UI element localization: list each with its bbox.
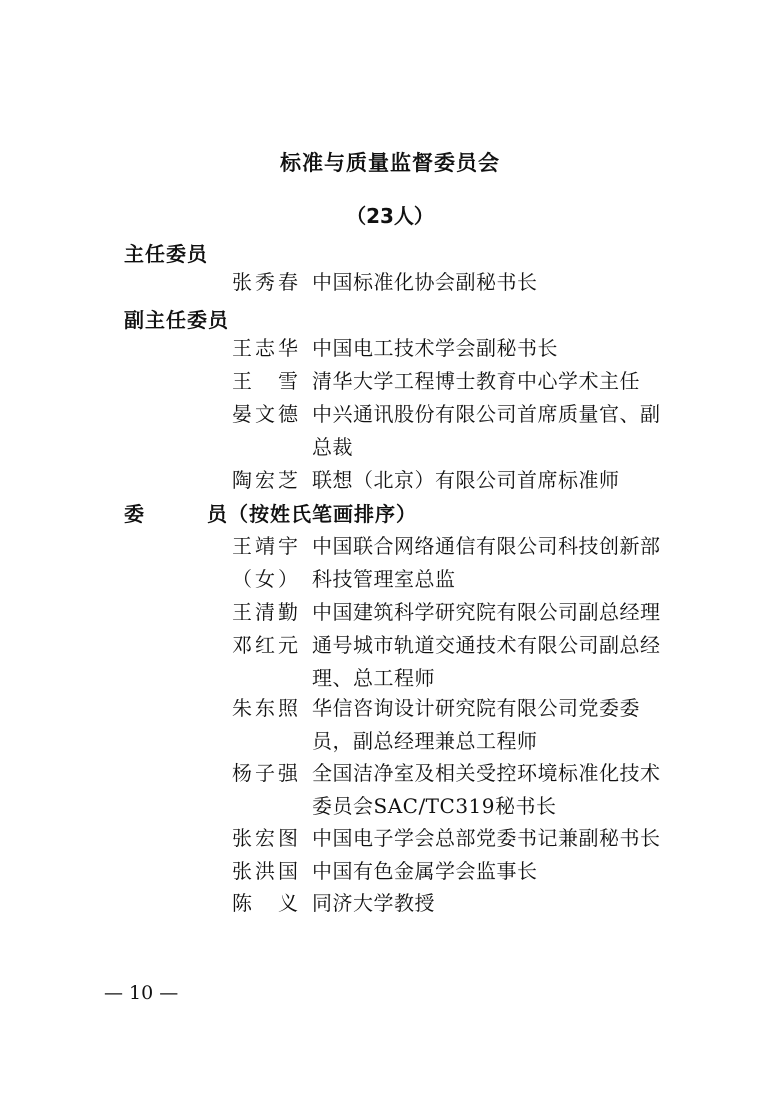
member-title: 全国洁净室及相关受控环境标准化技术委员会SAC/TC319秘书长 <box>312 761 661 818</box>
member-name: 王清勤 <box>232 600 298 624</box>
member-count: （23人） <box>346 204 434 228</box>
member-title: 中国标准化协会副秘书长 <box>312 270 538 294</box>
member-name: 陶宏芝 <box>232 468 298 492</box>
member-name: 朱东照 <box>232 696 298 720</box>
member-title: 中国电子学会总部党委书记兼副秘书长 <box>312 826 661 850</box>
member-name: 张秀春 <box>232 270 298 294</box>
member-title: 中国电工技术学会副秘书长 <box>312 336 558 360</box>
page-number: — 10 — <box>104 982 179 1004</box>
member-name: 张宏图 <box>232 826 298 850</box>
member-title: 华信咨询设计研究院有限公司党委委员，副总经理兼总工程师 <box>312 696 640 753</box>
member-name: 王志华 <box>232 336 298 360</box>
document-title: 标准与质量监督委员会 <box>280 151 500 175</box>
member-name: 邓红元 <box>232 633 298 657</box>
member-title: 中国建筑科学研究院有限公司副总经理 <box>312 600 661 624</box>
section-director-heading: 主任委员 <box>124 242 208 266</box>
member-name: 杨子强 <box>232 761 298 785</box>
member-title: 中国联合网络通信有限公司科技创新部科技管理室总监 <box>312 534 661 591</box>
member-title: 同济大学教授 <box>312 891 435 915</box>
member-name: 张洪国 <box>232 859 298 883</box>
member-name: 王 雪 <box>232 369 298 393</box>
member-title: 通号城市轨道交通技术有限公司副总经理、总工程师 <box>312 633 661 690</box>
section-members-heading-first: 委 <box>124 502 145 526</box>
member-name: 晏文德 <box>232 402 298 426</box>
member-title: 中兴通讯股份有限公司首席质量官、副总裁 <box>312 402 661 459</box>
member-title: 清华大学工程博士教育中心学术主任 <box>312 369 640 393</box>
section-vice-director-heading: 副主任委员 <box>124 308 229 332</box>
member-name-note: （女） <box>232 567 298 591</box>
member-title: 联想（北京）有限公司首席标准师 <box>312 468 620 492</box>
member-title: 中国有色金属学会监事长 <box>312 859 538 883</box>
member-name: 王靖宇 <box>232 534 298 558</box>
section-members-heading <box>124 498 417 527</box>
section-members-heading-rest: 员（按姓氏笔画排序） <box>207 502 417 526</box>
member-name: 陈 义 <box>232 891 298 915</box>
